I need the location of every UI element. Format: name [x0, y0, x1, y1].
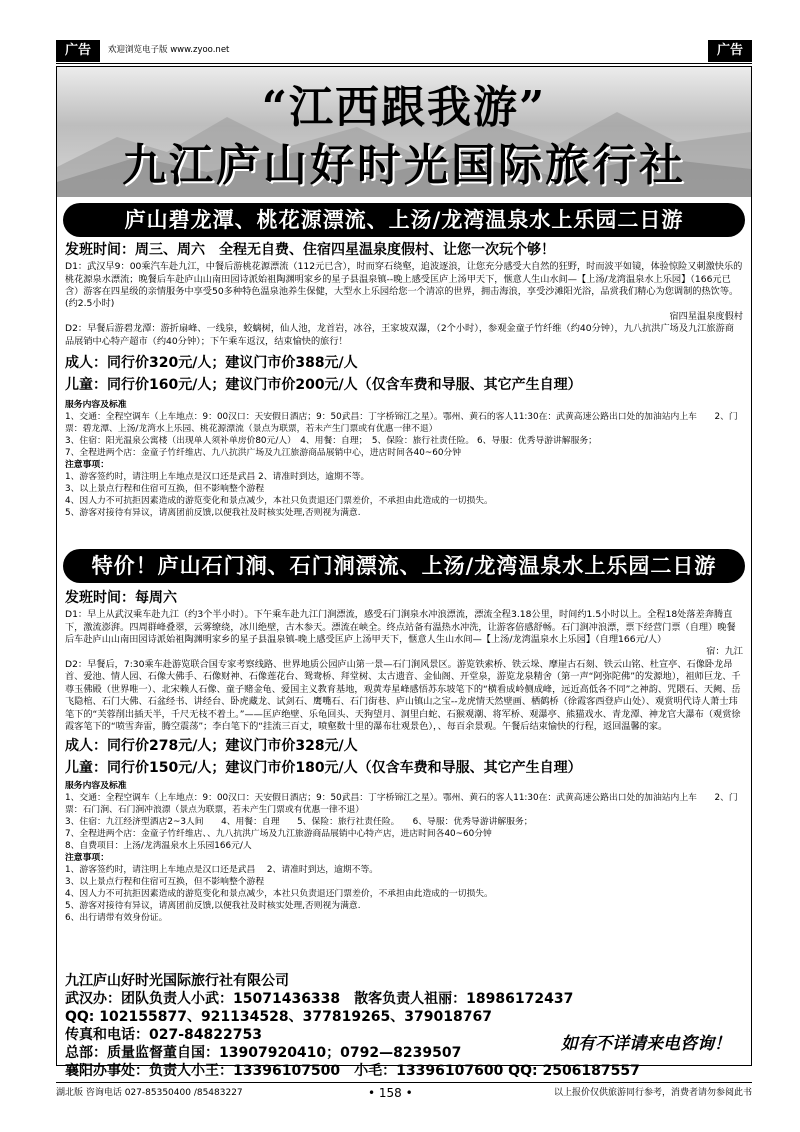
footer-hq: 总部：质量监督董自国：13907920410；0792—8239507: [65, 1045, 462, 1061]
top-bar: [56, 40, 752, 64]
bottom-bar: [56, 1082, 752, 1102]
handwritten-note: 如有不详请来电咨询！: [561, 1034, 731, 1054]
svc-line: 5、游客对接待有异议，请离团前反馈,以便我社及时核实处理,否则视为满意.: [65, 507, 361, 518]
svc-line: 3、住宿：阳光温泉公寓楼（出现单人须补单房价80元/人） 4、用餐：自理； 5、保险：旅行社责任险。 6、导服：优秀导游讲解服务；: [65, 436, 597, 446]
tour2-departure: 发班时间：每周六: [65, 590, 177, 606]
tour1-service-list: [65, 400, 743, 520]
svc-line: 7、全程进两个店：金童子竹纤维店、、九八抗洪广场及九江旅游商品展销中心特产店，进店时间各40~60分钟: [65, 829, 492, 840]
svc-line: 服务内容及标准: [65, 400, 127, 411]
tour2-body: [65, 589, 743, 925]
tour2-day2: D2：早餐后，7:30乘车赴游览联合国专家考察线路、世界地质公园庐山第一景—石门涧风景区。游览铁索桥、铁云垛、摩崖古石刻、铁云山铭、杜宣亭、石像卧龙昂首、爱池、情人园、石像大佛手、石像财神、石像莲花台、鸳鸯桥、拜堂树、太古遗音、金仙阁、开堂泉，游览龙泉精舍（第一声“阿弥陀佛”的发源地），祖师巨龙、千尊玉佛殿（世界唯一）、北宋赖人石像、童子赌金龟、爱国主义教育基地，观黄寿星峰感悟苏东坡笔下的“横看成岭侧成峰，远近高低各不同”之神韵、咒隈石、天阙、岳飞隐棺、石门大佛、石盆经书、讲经台、卧虎藏龙、试剑石、鹰嘴石、石门街巷、庐山镇山之宝--龙虎情天然壁画、栖鹤桥（徐霞客西登庐山处）、观赏明代诗人萧士玮笔下的“芙蓉削出插天半，千尺无枝不着土。”——匡庐绝壁、乐龟回头、天狗望月、洞里白蛇、石猴观潮、将军桥、观瀑亭、熊猫戏水、青龙潭、神龙官大瀑布（观赏徐霞客笔下的“喷雪奔雷，腾空震荡”；李白笔下的“挂流三百丈，喷壑数十里的瀑布壮观景色），、每百余景观。午餐后结束愉快的行程，返回温馨的家。: [65, 658, 741, 732]
tour1-day1: D1：武汉早9：00乘汽车赴九江，中餐后游桃花源漂流（112元已含），时而穿石绕壑，追波逐浪，让您充分感受大自然的狂野，时而波平如镜，体验惊险又刺激快乐的桃花源泉水漂流；晚餐后车赴庐山山南田园诗派始祖陶渊明家乡的星子县温泉镇--晚上感受匡庐上汤甲天下，惬意人生山水间—【上汤/龙湾温泉水上乐园】（166元已含）游客在四星级的亲情服务中享受50多种特色温泉池养生保健，大型水上乐园给您一个清凉的世界，拥击海浪，享受沙滩阳光浴，品赏我们精心为您调制的热饮等。(约2.5小时): [65, 261, 743, 310]
tour1-title: 庐山碧龙潭、桃花源漂流、上汤/龙湾温泉水上乐园二日游: [63, 203, 745, 237]
tour1-day2: D2：早餐后游碧龙潭：游折扇峰、一线泉，蛟螭树，仙人池，龙首岩，冰谷，王家坡双瀑，（2个小时），参观金童子竹纤维（约40分钟），九八抗洪广场及九江旅游商品展销中心特产超市（约40分钟）；下午乘车返汉，结束愉快的旅行！: [65, 323, 734, 347]
tour2-day1: D1：早上从武汉乘车赴九江（约3个半小时）。下午乘车赴九江门涧漂流，感受石门涧泉水冲浪漂流，漂流全程3.18公里，时间约1.5小时以上。全程18处落差奔腾直下，激流澎湃。四周群峰叠翠，云雾缭绕，冰川绝壁，古木参天。漂流在峡全。终点站备有温热水冲洗，让游客倍感舒畅。石门涧冲浪漂，票下经营门票（自理）晚餐后车赴庐山山南田园诗派始祖陶渊明家乡的星子县温泉镇-晚上感受匡庐上汤甲天下，惬意人生山水间—【上汤/龙湾温泉水上乐园】（自理166元/人）: [65, 609, 736, 646]
bottom-hotline: 湖北版 咨询电话 027-85350400 /85483227: [56, 1088, 243, 1098]
site-url: 欢迎浏览电子版 www.zyoo.net: [108, 45, 230, 55]
tour2-title: 特价！庐山石门涧、石门涧漂流、上汤/龙湾温泉水上乐园二日游: [63, 549, 745, 583]
tour1-price-adult: 成人：同行价320元/人；建议门市价388元/人: [65, 355, 358, 372]
tour1-departure: 发班时间：周三、周六 全程无自费、住宿四星温泉度假村、让您一次玩个够！: [65, 242, 555, 258]
tour1-price-child: 儿童：同行价160元/人；建议门市价200元/人（仅含车费和导服、其它产生自理）: [65, 377, 582, 394]
contact-block: [65, 972, 743, 1080]
svc-line: 4、因人力不可抗拒因素造成的游览变化和景点减少，本社只负责退还门票差价，不承担由此造成的一切损失。: [65, 495, 493, 506]
svc-line: 1、游客签约时，请注明上车地点是汉口还是武昌 2、请准时到达，逾期不等。: [65, 471, 370, 482]
svc-line: 4、因人力不可抗拒因素造成的游览变化和景点减少，本社只负责退还门票差价，不承担由此造成的一切损失。: [65, 888, 493, 899]
svc-line: 3、住宿：九江经济型酒店2~3人间 4、用餐：自理 5、保险：旅行社责任险。 6、导服：优秀导游讲解服务；: [65, 817, 533, 828]
slogan: “江西跟我游”: [261, 82, 547, 133]
footer-wuhan: 武汉办：团队负责人小武：15071436338 散客负责人祖丽：18986172437: [65, 991, 574, 1007]
tour1-day1-stay: 宿四星温泉度假村: [669, 310, 743, 322]
tour2-day1-stay: 宿：九江: [706, 646, 743, 658]
svc-line: 1、交通：全程空调车（上车地点：9：00汉口：天安假日酒店；9：50武昌：丁字桥锦江之星）。鄂州、黄石的客人11:30在：武黄高速公路出口处的加油站内上车 2、门票：碧龙潭、上汤/龙湾水上乐园、桃花源漂流（景点为联票，若未产生门票或有优惠一律不退）: [65, 412, 738, 435]
svc-line: 1、游客签约时，请注明上车地点是汉口还是武昌 2、请准时到达，逾期不等。: [65, 865, 379, 876]
svc-line: 3、以上景点行程和住宿可互换，但不影响整个游程: [65, 877, 265, 888]
ad-frame: [56, 66, 752, 1079]
footer-xiangyang: 襄阳办事处：负责人小王：13396107500 小毛：13396107600 QQ: 2506187557: [65, 1063, 640, 1079]
tour2-price-child: 儿童：同行价150元/人；建议门市价180元/人（仅含车费和导服、其它产生自理）: [65, 760, 582, 777]
svc-line: 服务内容及标准: [65, 781, 127, 792]
footer-company: 九江庐山好时光国际旅行社有限公司: [65, 973, 289, 989]
ad-tag-right: 广告: [708, 40, 752, 62]
svc-line: 5、游客对接待有异议，请离团前反馈,以便我社及时核实处理,否则视为满意.: [65, 900, 361, 911]
svc-line: 3、以上景点行程和住宿可互换，但不影响整个游程: [65, 483, 265, 494]
tour2-service-list: [65, 781, 743, 924]
svc-line: 6、出行请带有效身份证。: [65, 912, 168, 923]
bottom-disclaimer: 以上报价仅供旅游同行参考，消费者请勿参阅此书: [553, 1088, 752, 1098]
svc-line: 1、交通：全程空调车（上车地点：9：00汉口：天安假日酒店；9：50武昌：丁字桥锦江之星）。鄂州、黄石的客人11:30在：武黄高速公路出口处的加油站内上车 2、门票：石门涧、石门涧冲浪漂（景点为联票，若未产生门票或有优惠一律不退）: [65, 793, 738, 816]
footer-qq: QQ: 102155877、921134528、377819265、379018767: [65, 1009, 492, 1025]
page-number: • 158 •: [368, 1086, 413, 1100]
company-title: 九江庐山好时光国际旅行社: [122, 140, 686, 191]
tour1-body: [65, 241, 743, 520]
footer-fax: 传真和电话：027-84822753: [65, 1027, 262, 1043]
svc-line: 注意事项：: [65, 459, 109, 470]
svc-line: 8、自费项目：上汤/龙湾温泉水上乐园166元/人: [65, 841, 252, 852]
ad-tag-left: 广告: [56, 40, 100, 62]
tour2-price-adult: 成人：同行价278元/人；建议门市价328元/人: [65, 738, 358, 755]
banner: [57, 67, 751, 197]
svc-line: 7、全程进两个店：金童子竹纤维店、九八抗洪广场及九江旅游商品展销中心，进店时间各40~60分钟: [65, 447, 462, 458]
svc-line: 注意事项：: [65, 853, 109, 864]
